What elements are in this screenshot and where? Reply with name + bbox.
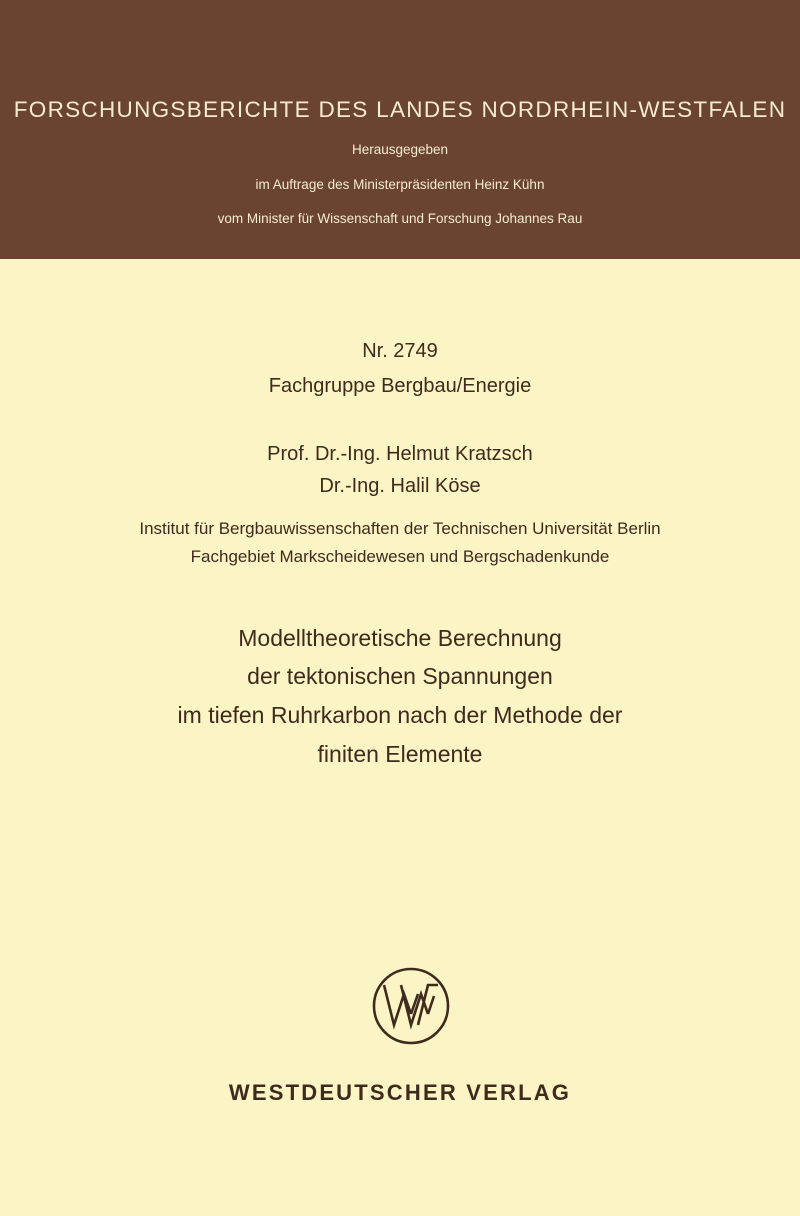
title-line-2: der tektonischen Spannungen (247, 663, 553, 689)
title-line-3: im tiefen Ruhrkarbon nach der Methode der (177, 702, 623, 728)
series-title: FORSCHUNGSBERICHTE DES LANDES NORDRHEIN-WESTFALEN (13, 97, 787, 122)
report-number: Nr. 2749 (362, 340, 438, 362)
report-group: Fachgruppe Bergbau/Energie (268, 375, 532, 397)
author-2: Dr.-Ing. Halil Köse (319, 475, 481, 497)
title-line-4: finiten Elemente (317, 741, 483, 767)
title-line-1: Modelltheoretische Berechnung (238, 625, 562, 651)
institute-line-1: Institut für Bergbauwissenschaften der Technischen Universität Berlin (139, 519, 661, 538)
institute-line-2: Fachgebiet Markscheidewesen und Bergschadenkunde (190, 547, 610, 566)
editor-line-3: vom Minister für Wissenschaft und Forschung Johannes Rau (217, 211, 583, 226)
editor-line-1: Herausgegeben (351, 142, 449, 157)
header-band (0, 0, 800, 259)
ww-circle-logo-icon (371, 966, 451, 1046)
author-1: Prof. Dr.-Ing. Helmut Kratzsch (267, 443, 533, 465)
publisher-name: WESTDEUTSCHER VERLAG (228, 1080, 572, 1105)
editor-line-2: im Auftrage des Ministerpräsidenten Heinz Kühn (255, 177, 545, 192)
